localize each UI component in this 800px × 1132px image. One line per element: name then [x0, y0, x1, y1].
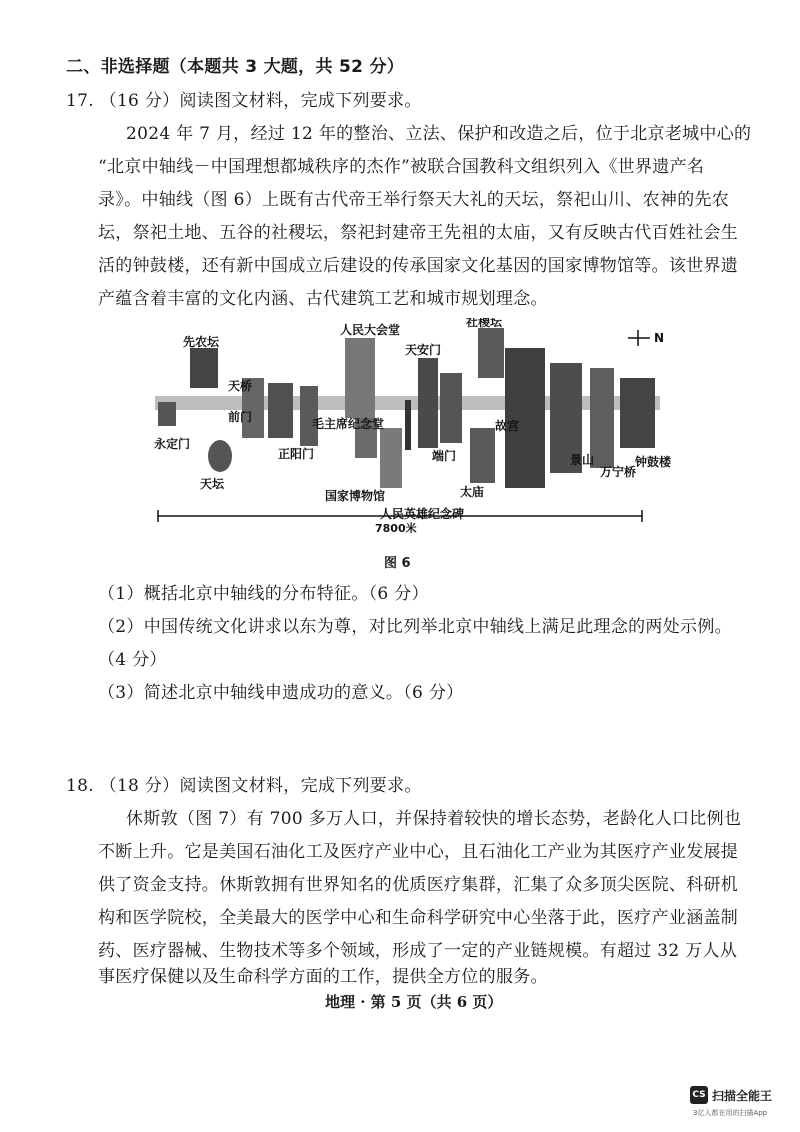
museum-building: [380, 428, 402, 488]
shejitan-building: [478, 328, 504, 378]
q18-para-line: 供了资金支持。休斯敦拥有世界知名的优质医疗集群，汇集了众多顶尖医院、科研机: [98, 875, 739, 895]
scanner-watermark: [690, 1086, 772, 1104]
central-axis-diagram: [150, 318, 680, 533]
q17-para-line: 坛，祭祀土地、五谷的社稷坛，祭祀封建帝王先祖的太庙，又有反映古代百姓社会生: [98, 223, 739, 243]
label-jingshan: 景山: [570, 453, 595, 467]
page-footer: 地理 · 第 5 页（共 6 页）: [325, 993, 503, 1011]
q17-question: （2）中国传统文化讲求以东为尊，对比列举北京中轴线上满足此理念的两处示例。: [98, 617, 732, 637]
q18-para-line: 不断上升。它是美国石油化工及医疗产业中心，且石油化工产业为其医疗产业发展提: [98, 842, 739, 862]
label-shejitan: 社稷坛: [466, 318, 503, 329]
xiannongtan-building: [190, 348, 218, 388]
central-axis-figure: [150, 318, 680, 533]
yongdingmen-building: [158, 402, 176, 426]
label-great-hall: 人民大会堂: [340, 323, 401, 337]
zhengyangmen-building: [300, 386, 318, 446]
duanmen-building: [440, 373, 462, 443]
q18-para-line: 事医疗保健以及生命科学方面的工作，提供全方位的服务。: [98, 967, 548, 987]
q17-para-line: 产蕴含着丰富的文化内涵、古代建筑工艺和城市规划理念。: [98, 289, 548, 309]
label-monument: 人民英雄纪念碑: [380, 507, 465, 521]
great-hall-building: [345, 338, 375, 418]
q17-para-line: 2024 年 7 月，经过 12 年的整治、立法、保护和改造之后，位于北京老城中心的: [126, 124, 752, 144]
cs-tagline: 3亿人都在用的扫描App: [693, 1109, 768, 1117]
section-title: 二、非选择题（本题共 3 大题，共 52 分）: [66, 57, 405, 77]
q17-para-line: 录》。中轴线（图 6）上既有古代帝王举行祭天大礼的天坛，祭祀山川、农神的先农: [98, 190, 730, 210]
label-wanningqiao: 万宁桥: [600, 465, 637, 479]
tiananmen-building: [418, 358, 438, 448]
qianmen-building: [268, 383, 293, 438]
gugong-building: [505, 348, 545, 488]
q18-header: 18. （18 分）阅读图文材料，完成下列要求。: [66, 776, 422, 796]
figure-caption: 图 6: [384, 556, 411, 571]
label-museum: 国家博物馆: [325, 489, 386, 503]
zhonggulou-building: [620, 378, 655, 448]
q17-question: （4 分）: [98, 650, 167, 670]
monument-building: [405, 400, 411, 450]
q17-question: （1）概括北京中轴线的分布特征。（6 分）: [98, 584, 429, 604]
label-zhengyangmen: 正阳门: [278, 447, 315, 461]
q18-para-line: 药、医疗器械、生物技术等多个领域，形成了一定的产业链规模。有超过 32 万人从: [98, 941, 738, 961]
label-taimiao: 太庙: [460, 485, 485, 499]
q18-para-line: 构和医学院校，全美最大的医学中心和生命科学研究中心坐落于此，医疗产业涵盖制: [98, 908, 739, 928]
q17-header: 17. （16 分）阅读图文材料，完成下列要求。: [66, 91, 422, 111]
label-yongdingmen: 永定门: [154, 437, 191, 451]
label-tiananmen: 天安门: [405, 343, 442, 357]
taimiao-building: [470, 428, 495, 483]
label-tiantan: 天坛: [200, 477, 225, 491]
cs-logo-icon: CS: [690, 1086, 708, 1104]
cs-name: 扫描全能王: [712, 1088, 773, 1103]
q17-para-line: “北京中轴线－中国理想都城秩序的杰作”被联合国教科文组织列入《世界遗产名: [98, 157, 705, 177]
q17-para-line: 活的钟鼓楼，还有新中国成立后建设的传承国家文化基因的国家博物馆等。该世界遗: [98, 256, 739, 276]
label-duanmen: 端门: [432, 449, 457, 463]
label-zhonggulou: 钟鼓楼: [635, 455, 672, 469]
label-mausoleum: 毛主席纪念堂: [312, 417, 385, 431]
label-qianmen: 前门: [228, 410, 253, 424]
label-gugong: 故宫: [495, 419, 520, 433]
tiantan-building: [208, 440, 232, 472]
label-xiannongtan: 先农坛: [183, 335, 220, 349]
label-tianqiao: 天桥: [228, 379, 253, 393]
q17-question: （3）简述北京中轴线申遗成功的意义。（6 分）: [98, 683, 464, 703]
scale-label: 7800米: [375, 522, 417, 533]
north-label: N: [654, 331, 665, 345]
q18-para-line: 休斯敦（图 7）有 700 多万人口，并保持着较快的增长态势，老龄化人口比例也: [126, 809, 742, 829]
